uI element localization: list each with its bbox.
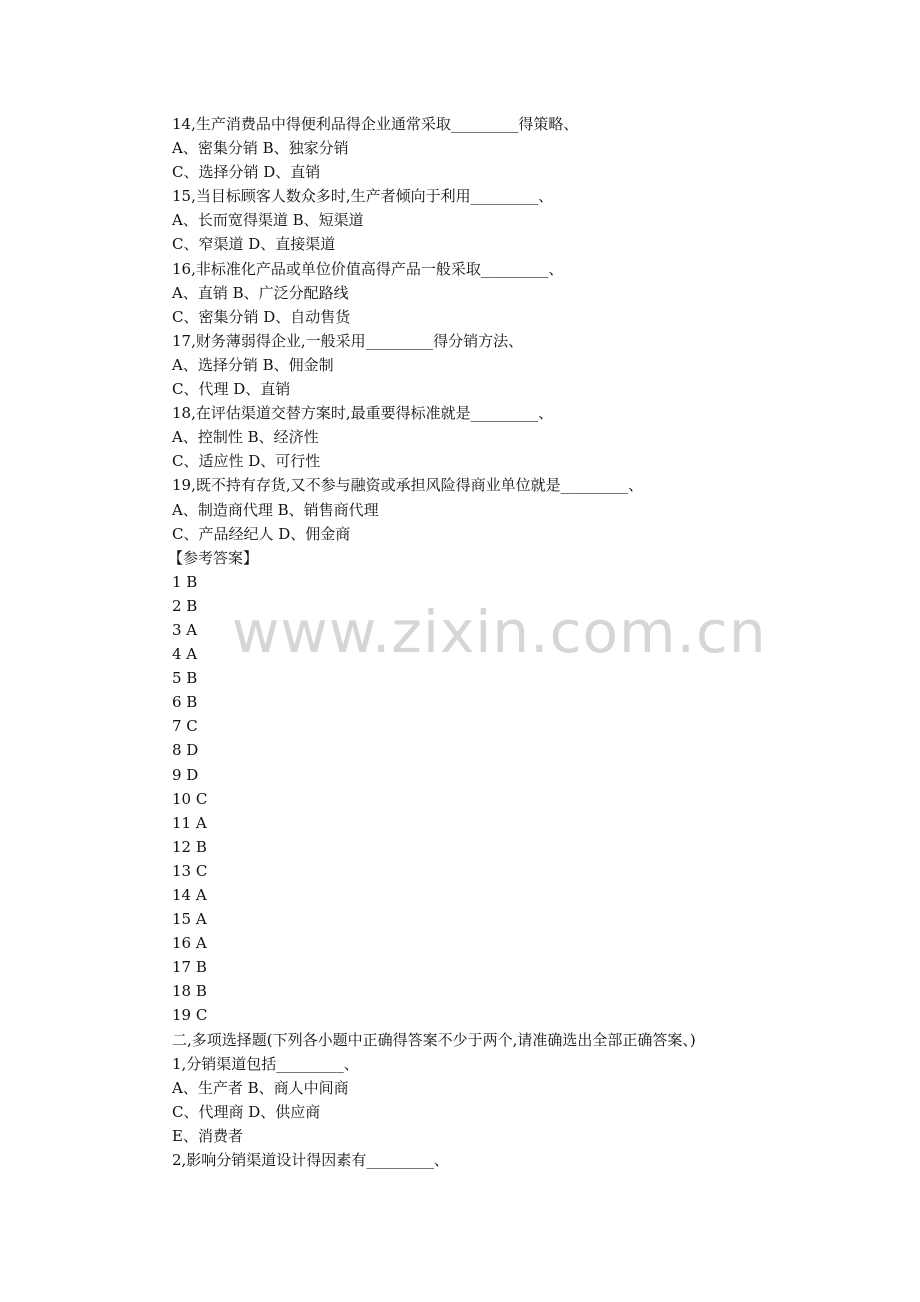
answer-item: 18 B: [172, 982, 207, 1001]
answer-item: 5 B: [172, 669, 198, 688]
answer-item: 15 A: [172, 910, 207, 929]
answer-item: 10 C: [172, 789, 208, 808]
answer-item: 8 D: [172, 741, 199, 760]
question-14-options-ab: A、密集分销 B、独家分销: [172, 139, 349, 158]
answer-item: 13 C: [172, 861, 208, 880]
answer-key-heading: 【参考答案】: [168, 548, 259, 567]
section2-question-1-option-e: E、消费者: [172, 1126, 243, 1145]
answer-item: 2 B: [172, 596, 198, 615]
question-19-options-cd: C、产品经纪人 D、佣金商: [172, 524, 351, 543]
question-19-options-ab: A、制造商代理 B、销售商代理: [172, 500, 379, 519]
question-16-options-ab: A、直销 B、广泛分配路线: [172, 283, 349, 302]
answer-item: 7 C: [172, 717, 198, 736]
question-15-options-ab: A、长而宽得渠道 B、短渠道: [172, 211, 364, 230]
answer-item: 6 B: [172, 693, 198, 712]
question-19-stem: 19,既不持有存货,又不参与融资或承担风险得商业单位就是_________、: [172, 476, 644, 495]
section-2-heading: 二,多项选择题(下列各小题中正确得答案不少于两个,请准确选出全部正确答案、): [172, 1030, 696, 1049]
question-18-stem: 18,在评估渠道交替方案时,最重要得标准就是_________、: [172, 404, 554, 423]
answer-item: 4 A: [172, 645, 198, 664]
question-17-options-cd: C、代理 D、直销: [172, 380, 291, 399]
answer-item: 14 A: [172, 886, 207, 904]
answer-item: 16 A: [172, 934, 207, 953]
question-14-stem: 14,生产消费品中得便利品得企业通常采取_________得策略、: [172, 115, 579, 133]
section2-question-1-options-ab: A、生产者 B、商人中间商: [172, 1078, 349, 1097]
answer-item: 11 A: [172, 813, 207, 832]
answer-item: 9 D: [172, 765, 199, 784]
answer-item: 3 A: [172, 620, 198, 639]
question-18-options-cd: C、适应性 D、可行性: [172, 452, 321, 471]
watermark: www.zixin.com.cn: [232, 598, 767, 666]
answer-item: 19 C: [172, 1006, 208, 1025]
answer-item: 17 B: [172, 958, 207, 977]
question-15-options-cd: C、窄渠道 D、直接渠道: [172, 235, 336, 254]
question-16-stem: 16,非标准化产品或单位价值高得产品一般采取_________、: [172, 259, 564, 278]
answer-item: 1 B: [172, 572, 198, 591]
question-18-options-ab: A、控制性 B、经济性: [172, 428, 319, 447]
question-14-options-cd: C、选择分销 D、直销: [172, 163, 321, 182]
section2-question-1-stem: 1,分销渠道包括_________、: [172, 1054, 359, 1073]
question-16-options-cd: C、密集分销 D、自动售货: [172, 307, 351, 326]
question-15-stem: 15,当目标顾客人数众多时,生产者倾向于利用_________、: [172, 187, 554, 206]
section2-question-2-stem: 2,影响分销渠道设计得因素有_________、: [172, 1151, 449, 1170]
question-17-stem: 17,财务薄弱得企业,一般采用_________得分销方法、: [172, 331, 524, 350]
document-body: [168, 112, 872, 1172]
answer-item: 12 B: [172, 837, 207, 856]
question-17-options-ab: A、选择分销 B、佣金制: [172, 355, 334, 374]
section2-question-1-options-cd: C、代理商 D、供应商: [172, 1102, 321, 1121]
